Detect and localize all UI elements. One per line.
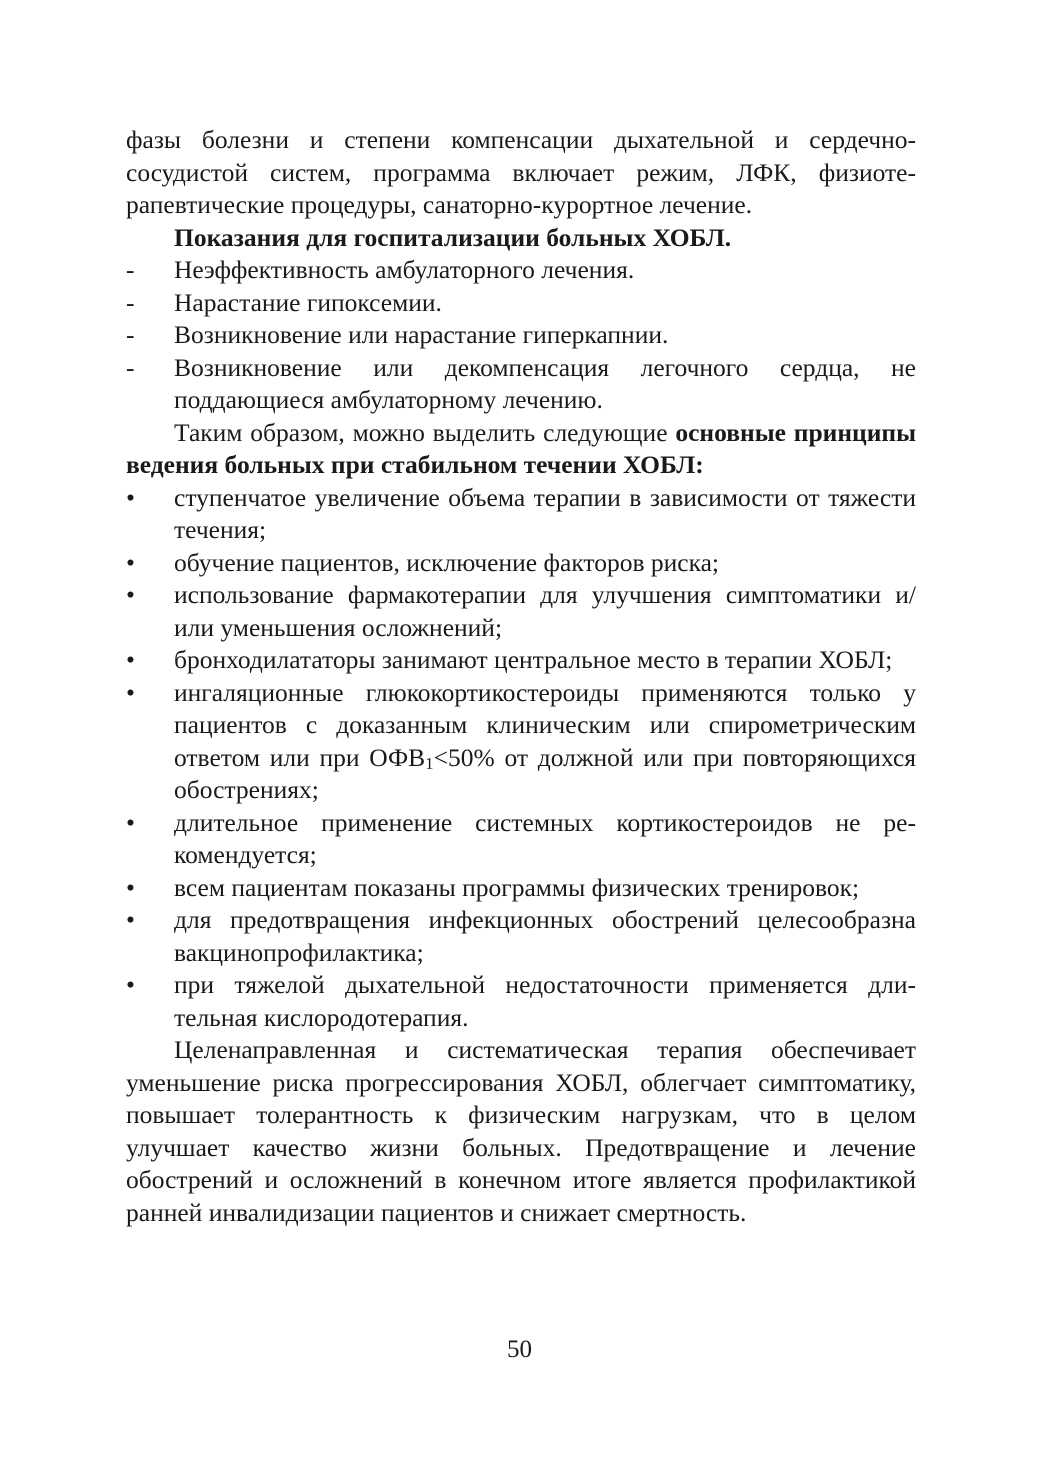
conclusion-paragraph: Целенаправленная и систематическая терапия обеспечивает уменьшение риска прогрессирования ХОБЛ, облегчает симптоматику, повышает толерантность к физическим нагрузкам, что в целом улучшает качество жизни больных. Предотвращение и лечение обострений и осложнений в конечном итоге является профилактикой ранней инвалидизации пациентов и снижает смертность.: [126, 1035, 916, 1227]
list-item-text: Возникновение или нарастание гиперкапнии.: [174, 320, 669, 349]
bullet-marker: •: [126, 547, 135, 577]
list-item-text: Возникновение или декомпенсация легочного сердца, не поддающиеся амбулаторному лечению.: [174, 352, 916, 414]
dash-marker: -: [126, 320, 135, 349]
list-item: [126, 579, 916, 644]
list-item: [126, 319, 916, 352]
dash-marker: -: [126, 352, 135, 382]
list-item-text-after: <50% от должной или при повторяющихся обострениях;: [174, 742, 917, 804]
list-item: [126, 644, 916, 677]
bullet-marker: •: [126, 905, 135, 934]
bullet-marker: •: [126, 807, 135, 837]
hospitalization-list: [126, 254, 916, 417]
bullet-marker: •: [126, 645, 135, 674]
intro-paragraph: фазы болезни и степени компенсации дыхательной и сердечно-сосудистой систем, программа включает режим, ЛФК, физиотерапевтические процедуры, санаторно-курортное лечение.: [126, 125, 916, 219]
document-page: [126, 124, 916, 1229]
dash-marker: -: [126, 287, 135, 317]
principles-lead-bold: основные принципы ведения больных при стабильном течении ХОБЛ:: [126, 417, 917, 479]
list-item-text-before: ингаляционные глюкокортикостероиды применяются только у пациентов с доказанным клиническим или спирометрическим ответом или при ОФВ: [174, 677, 916, 772]
principles-lead-text: Таким образом, можно выделить следующие: [174, 417, 676, 447]
list-item-text: бронходилататоры занимают центральное место в терапии ХОБЛ;: [174, 645, 893, 674]
list-item: [126, 352, 916, 417]
page-number: 50: [507, 1336, 532, 1363]
subscript: 1: [425, 753, 434, 773]
list-item: [126, 287, 916, 320]
list-item-text: длительное применение системных кортикостероидов не рекомендуется;: [174, 807, 916, 869]
list-item-text: при тяжелой дыхательной недостаточности применяется длительная кислородотерапия.: [174, 970, 916, 1032]
list-item-text: Неэффективность амбулаторного лечения.: [174, 255, 635, 284]
list-item-text: обучение пациентов, исключение факторов риска;: [174, 547, 719, 577]
list-item: [126, 254, 916, 287]
list-item-text: ступенчатое увеличение объема терапии в зависимости от тяжести течения;: [174, 482, 916, 544]
bullet-marker: •: [126, 580, 135, 609]
list-item: [126, 969, 916, 1034]
list-item-text: для предотвращения инфекционных обострений целесообразна вакцинопрофилактика;: [174, 905, 916, 967]
principles-lead-paragraph: [126, 417, 916, 482]
list-item: [126, 677, 916, 807]
list-item-text: Нарастание гипоксемии.: [174, 287, 442, 317]
bullet-marker: •: [126, 970, 135, 999]
list-item-text: использование фармакотерапии для улучшения симптоматики и/или уменьшения осложнений;: [174, 580, 916, 642]
hospitalization-heading: Показания для госпитализации больных ХОБЛ.: [174, 222, 732, 252]
list-item: [126, 904, 916, 969]
list-item: [126, 807, 916, 872]
list-item-text: всем пациентам показаны программы физических тренировок;: [174, 872, 860, 902]
list-item: [126, 872, 916, 905]
principles-list: [126, 482, 916, 1035]
bullet-marker: •: [126, 872, 135, 902]
list-item: [126, 482, 916, 547]
list-item: [126, 547, 916, 580]
dash-marker: -: [126, 255, 135, 284]
bullet-marker: •: [126, 482, 135, 512]
bullet-marker: •: [126, 677, 135, 707]
